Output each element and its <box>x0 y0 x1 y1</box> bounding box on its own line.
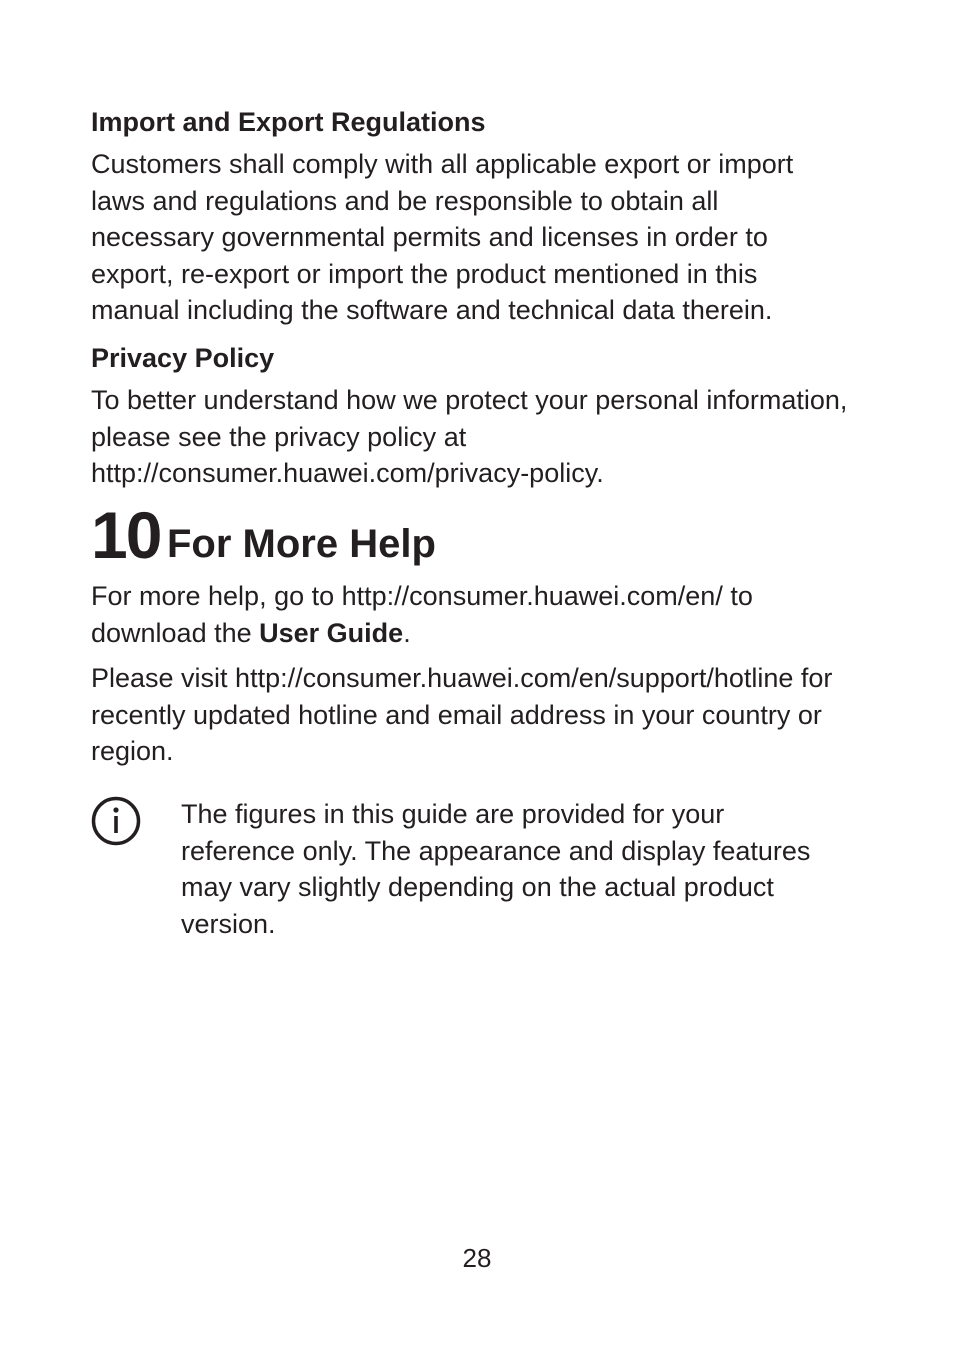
text-fragment: . <box>403 617 411 648</box>
page-number: 28 <box>462 1243 492 1273</box>
text-line: version. <box>181 908 276 939</box>
chapter-title: For More Help <box>167 522 436 566</box>
text-line: The figures in this guide are provided for your <box>181 799 725 829</box>
text-fragment: download the <box>91 617 260 648</box>
chapter-number: 10 <box>91 498 161 572</box>
text-line: region. <box>91 736 174 766</box>
text-line: laws and regulations and be responsible to obtain all <box>91 185 719 216</box>
privacy-policy-paragraph <box>91 382 891 492</box>
note-text <box>181 796 881 942</box>
info-icon <box>91 796 141 846</box>
import-export-paragraph <box>91 146 891 329</box>
user-guide-label: User Guide <box>259 617 404 648</box>
text-line: Customers shall comply with all applicable export or import <box>91 149 794 179</box>
privacy-policy-link[interactable]: http://consumer.huawei.com/privacy-policy. <box>91 458 604 488</box>
text-line: To better understand how we protect your personal information, <box>91 385 848 415</box>
text-line: manual including the software and technical data therein. <box>91 295 773 325</box>
text-line: please see the privacy policy at <box>91 421 467 452</box>
text-line: may vary slightly depending on the actual product <box>181 872 774 902</box>
import-export-heading: Import and Export Regulations <box>91 107 486 137</box>
text-line <box>91 615 891 652</box>
text-line: necessary governmental permits and licenses in order to <box>91 222 768 252</box>
help-link-line[interactable]: For more help, go to http://consumer.huawei.com/en/ to <box>91 581 753 611</box>
help-paragraph <box>91 578 891 651</box>
text-line: export, re-export or import the product mentioned in this <box>91 258 758 289</box>
hotline-link-line[interactable]: Please visit http://consumer.huawei.com/en/support/hotline for <box>91 663 833 693</box>
privacy-policy-heading: Privacy Policy <box>91 343 275 373</box>
text-line: reference only. The appearance and display features <box>181 835 811 866</box>
hotline-paragraph <box>91 660 891 770</box>
text-line: recently updated hotline and email address in your country or <box>91 699 822 730</box>
